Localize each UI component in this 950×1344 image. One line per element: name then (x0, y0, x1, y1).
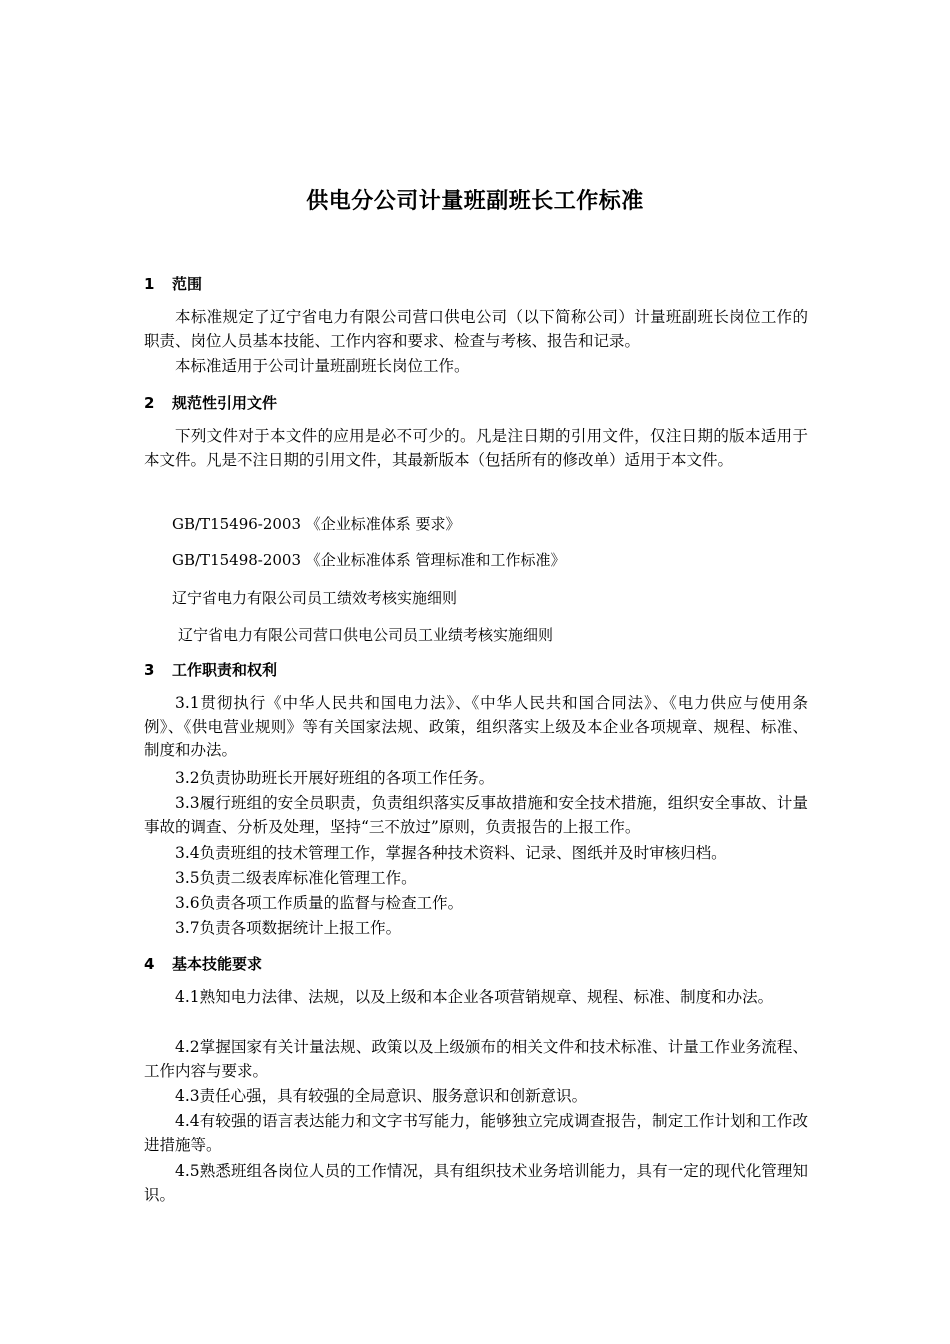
section-3-paragraph-4: 3.4负责班组的技术管理工作，掌握各种技术资料、记录、图纸并及时审核归档。 (175, 844, 727, 862)
section-title: 规范性引用文件 (172, 394, 278, 412)
section-3-paragraph-2: 3.2负责协助班长开展好班组的各项工作任务。 (175, 769, 495, 787)
reference-item: GB/T15496-2003 《企业标准体系 要求》 (172, 515, 461, 533)
section-3-paragraph-7: 3.7负责各项数据统计上报工作。 (175, 919, 402, 937)
section-number: 3 (144, 661, 155, 679)
section-title: 基本技能要求 (172, 955, 263, 973)
section-4-paragraph-5: 4.5熟悉班组各岗位人员的工作情况，具有组织技术业务培训能力，具有一定的现代化管理知识。 (144, 1162, 808, 1204)
section-4-paragraph-3: 4.3责任心强，具有较强的全局意识、服务意识和创新意识。 (175, 1087, 588, 1105)
section-heading-3 (144, 660, 277, 680)
reference-item: 辽宁省电力有限公司员工绩效考核实施细则 (172, 589, 458, 607)
section-heading-1 (144, 274, 202, 294)
section-3-paragraph-6: 3.6负责各项工作质量的监督与检查工作。 (175, 894, 464, 912)
section-4-paragraph-4: 4.4有较强的语言表达能力和文字书写能力，能够独立完成调查报告，制定工作计划和工作改进措施等。 (144, 1112, 808, 1154)
section-2-paragraph-1: 下列文件对于本文件的应用是必不可少的。凡是注日期的引用文件，仅注日期的版本适用于本文件。凡是不注日期的引用文件，其最新版本（包括所有的修改单）适用于本文件。 (144, 427, 808, 469)
document-title: 供电分公司计量班副班长工作标准 (306, 189, 644, 214)
section-3-paragraph-5: 3.5负责二级表库标准化管理工作。 (175, 869, 417, 887)
section-3-paragraph-3: 3.3履行班组的安全员职责，负责组织落实反事故措施和安全技术措施，组织安全事故、计量事故的调查、分析及处理，坚持“三不放过”原则，负责报告的上报工作。 (144, 794, 808, 836)
section-number: 2 (144, 394, 155, 412)
reference-item: 辽宁省电力有限公司营口供电公司员工业绩考核实施细则 (178, 626, 554, 644)
section-4-paragraph-1: 4.1熟知电力法律、法规，以及上级和本企业各项营销规章、规程、标准、制度和办法。 (175, 988, 774, 1006)
section-title: 范围 (172, 275, 203, 293)
section-1-paragraph-2: 本标准适用于公司计量班副班长岗位工作。 (175, 357, 470, 375)
section-number: 1 (144, 275, 155, 293)
reference-item: GB/T15498-2003 《企业标准体系 管理标准和工作标准》 (172, 551, 566, 569)
section-title: 工作职责和权利 (172, 661, 278, 679)
section-1-paragraph-1: 本标准规定了辽宁省电力有限公司营口供电公司（以下简称公司）计量班副班长岗位工作的职责、岗位人员基本技能、工作内容和要求、检查与考核、报告和记录。 (144, 308, 808, 350)
section-heading-2 (144, 393, 277, 413)
section-4-paragraph-2: 4.2掌握国家有关计量法规、政策以及上级颁布的相关文件和技术标准、计量工作业务流程、工作内容与要求。 (144, 1038, 808, 1080)
section-number: 4 (144, 955, 155, 973)
section-3-paragraph-1: 3.1贯彻执行《中华人民共和国电力法》、《中华人民共和国合同法》、《电力供应与使用条例》、《供电营业规则》等有关国家法规、政策，组织落实上级及本企业各项规章、规程、标准、制度和办法。 (144, 694, 808, 759)
section-heading-4 (144, 954, 262, 974)
